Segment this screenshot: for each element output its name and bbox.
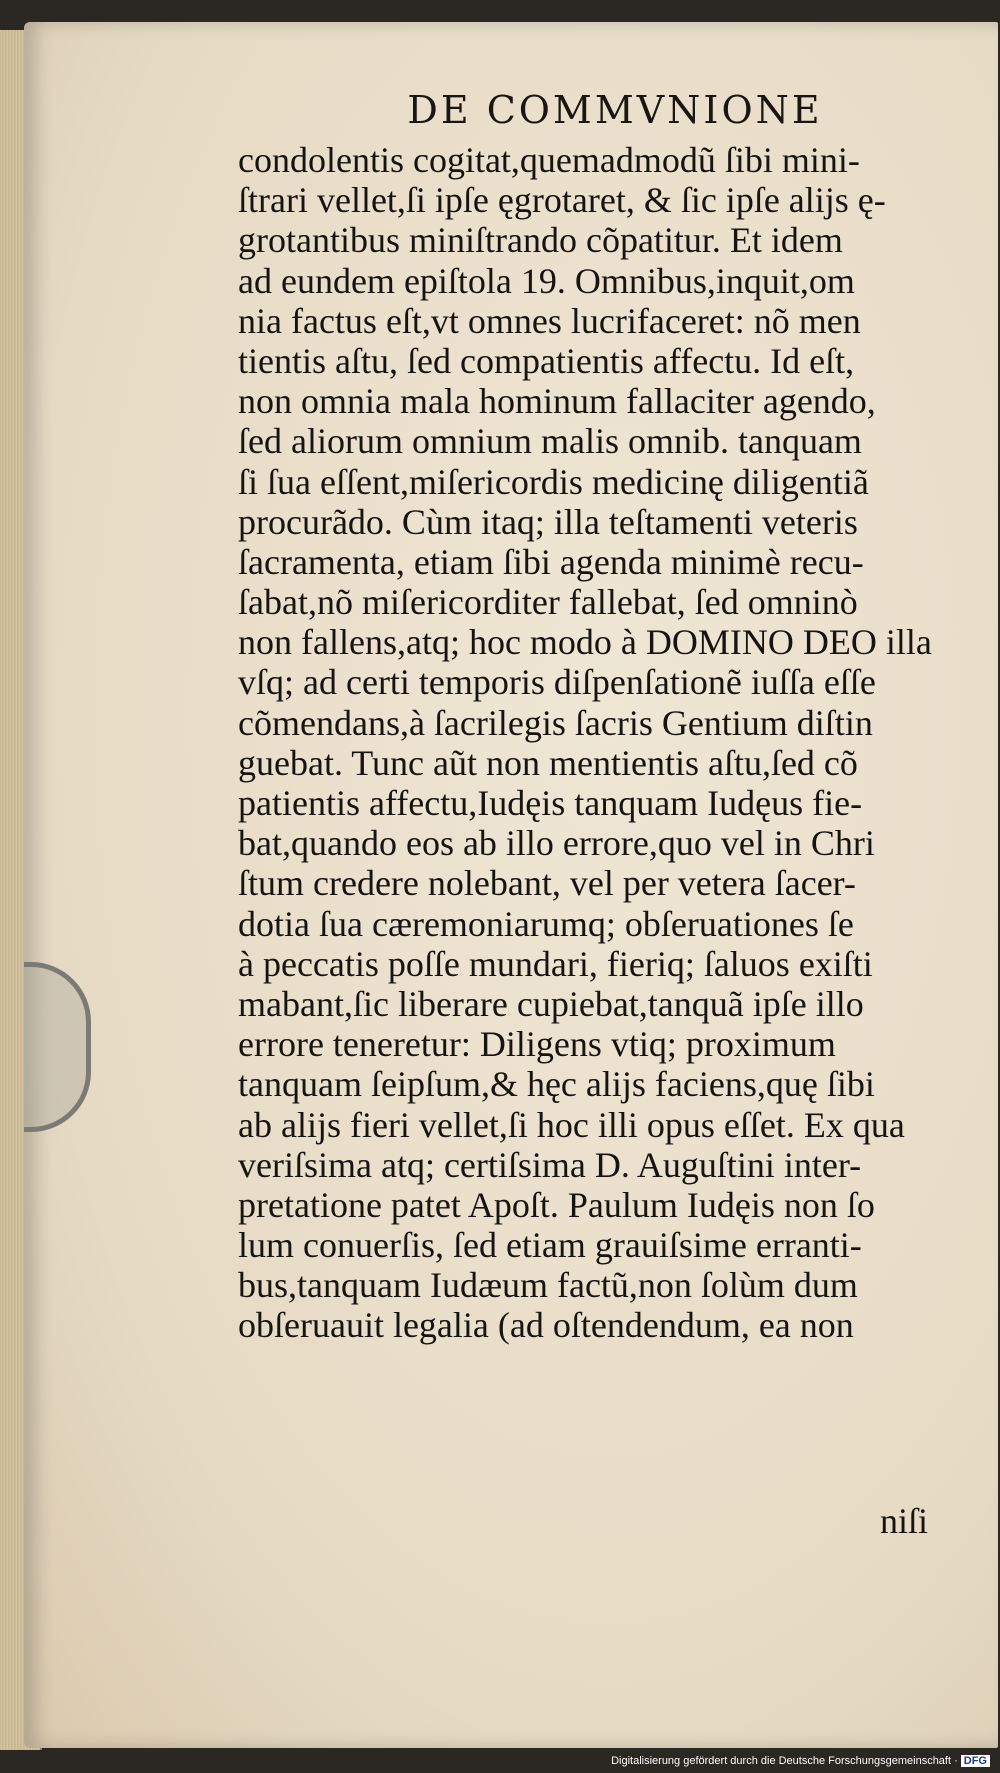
text-line: lum conuerſis, ſed etiam grauiſsime erranti- — [238, 1225, 862, 1266]
text-line: dotia ſua cæremoniarumq; obſeruationes ſe — [238, 903, 854, 944]
text-line: ab alijs fieri vellet,ſi hoc illi opus eſſet. Ex qua — [238, 1104, 905, 1145]
text-line: bus,tanquam Iudæum factũ,non ſolùm dum — [238, 1265, 858, 1306]
page-clip — [24, 962, 91, 1132]
text-line: pretatione patet Apoſt. Paulum Iudęis non ſo — [238, 1184, 875, 1225]
text-line: bat,quando eos ab illo errore,quo vel in Chri — [238, 823, 875, 864]
text-line: errore teneretur: Diligens vtiq; proximum — [238, 1024, 836, 1065]
dfg-logo: DFG — [961, 1755, 990, 1767]
digitization-credit — [611, 1755, 990, 1767]
text-line: ſed aliorum omnium malis omnib. tanquam — [238, 421, 862, 462]
text-line: ſtrari vellet,ſi ipſe ęgrotaret, & ſic ipſe alijs ę- — [238, 180, 886, 221]
text-line: veriſsima atq; certiſsima D. Auguſtini inter- — [238, 1144, 862, 1185]
body-text — [238, 140, 938, 1346]
text-line: condolentis cogitat,quemadmodũ ſibi mini- — [238, 140, 860, 180]
text-line: procurãdo. Cùm itaq; illa teſtamenti veteris — [238, 501, 858, 542]
credit-text: Digitalisierung gefördert durch die Deutsche Forschungsgemeinschaft · — [611, 1755, 958, 1767]
text-line: vſq; ad certi temporis diſpenſationẽ iuſſa eſſe — [238, 662, 876, 703]
text-line: obſeruauit legalia (ad oſtendendum, ea non — [238, 1305, 854, 1346]
text-line: ſacramenta, etiam ſibi agenda minimè recu- — [238, 541, 864, 582]
text-line: ſabat,nõ miſericorditer fallebat, ſed omninò — [238, 582, 858, 623]
text-line: nia factus eſt,vt omnes lucrifaceret: nõ men — [238, 300, 861, 341]
text-line: tientis aſtu, ſed compatientis affectu. Id eſt, — [238, 340, 855, 381]
text-line: guebat. Tunc aũt non mentientis aſtu,ſed cõ — [238, 742, 858, 783]
text-line: grotantibus miniſtrando cõpatitur. Et idem — [238, 220, 843, 261]
text-line: ad eundem epiſtola 19. Omnibus,inquit,om — [238, 260, 855, 301]
text-line: ſi ſua eſſent,miſericordis medicinę diligentiã — [238, 461, 869, 502]
text-line: à peccatis poſſe mundari, fieriq; ſaluos exiſti — [238, 943, 873, 984]
catchword: niſi — [880, 1501, 929, 1541]
text-line: non fallens,atq; hoc modo à DOMINO DEO illa — [238, 622, 932, 663]
text-line: cõmendans,à ſacrilegis ſacris Gentium diſtin — [238, 702, 873, 743]
text-line: patientis affectu,Iudęis tanquam Iudęus fie- — [238, 783, 863, 823]
text-line: mabant,ſic liberare cupiebat,tanquã ipſe illo — [238, 983, 864, 1024]
text-line: ſtum credere nolebant, vel per vetera ſacer- — [238, 863, 856, 904]
running-header: DE COMMVNIONE — [407, 88, 823, 132]
text-line: non omnia mala hominum fallaciter agendo, — [238, 381, 876, 422]
text-line: tanquam ſeipſum,& hęc alijs faciens,quę ſibi — [238, 1064, 875, 1105]
